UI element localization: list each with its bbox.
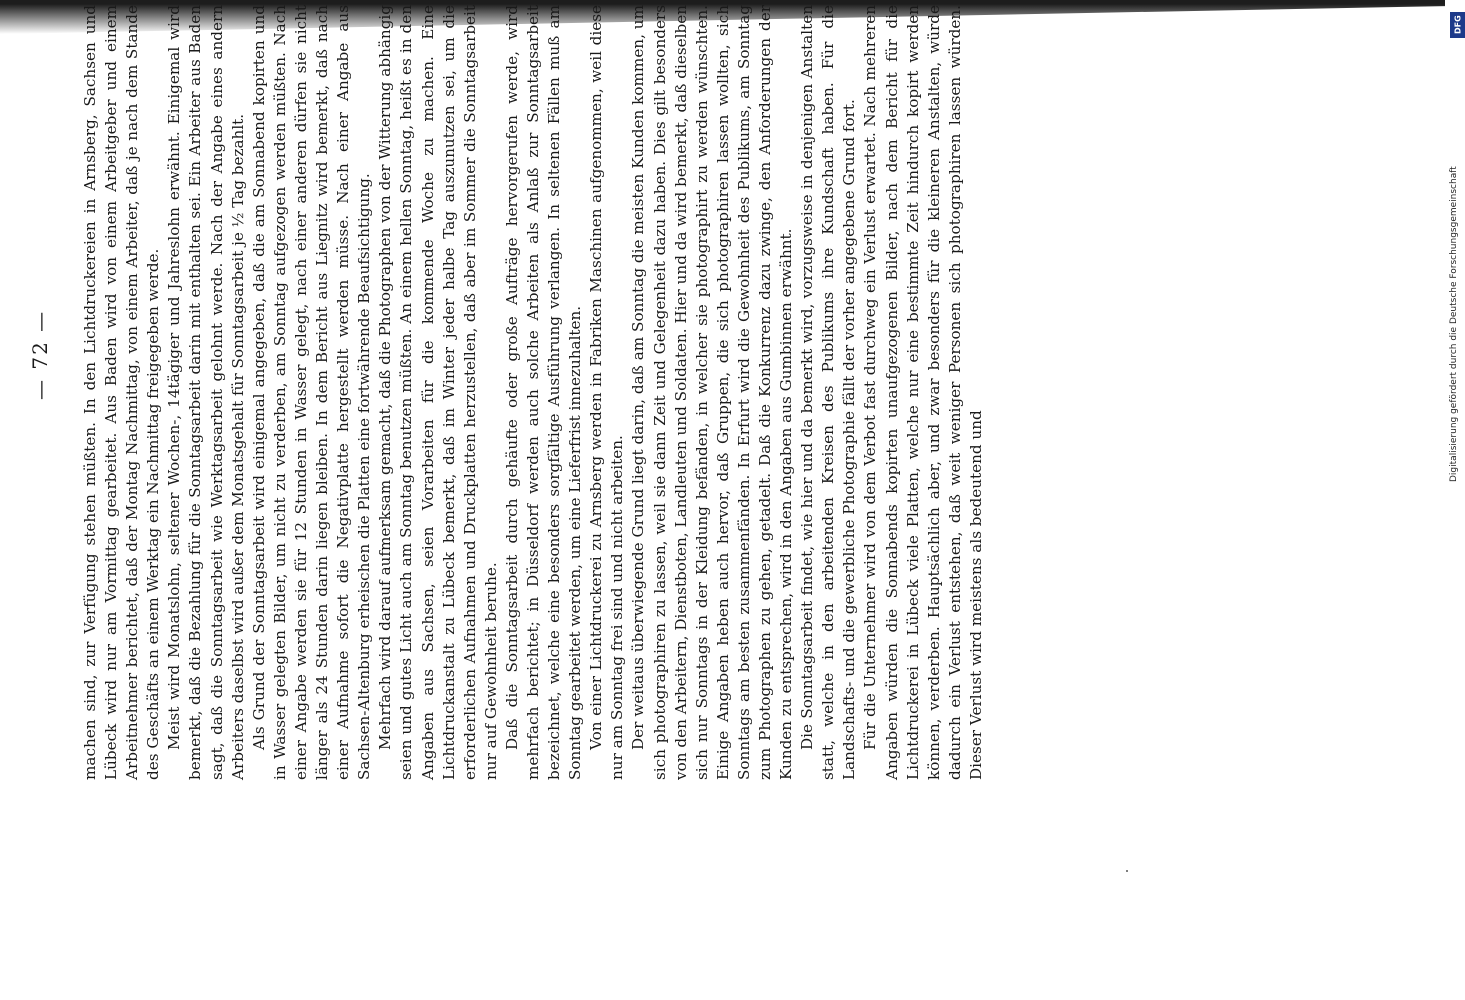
paragraph: Die Sonntagsarbeit findet, wie hier und da bemerkt wird, vorzugsweise in denjenigen Anstalten statt, welche in den arbeitenden Kreisen des Publikums ihre Kundschaft haben. Für die Landschafts- und die gewerbliche Photographie fällt der vorher angegebene Grund fort.	[798, 5, 859, 780]
printed-page	[28, 0, 1130, 780]
paragraph: Mehrfach wird darauf aufmerksam gemacht, daß die Photographen von der Witterung abhängig seien und gutes Licht auch am Sonntag benutzen müßten. An einem hellen Sonntag, heißt es in den Angaben aus Sachsen, seien Vorarbeiten für die kommende Woche zu machen. Eine Lichtdruckanstalt zu Lübeck bemerkt, daß im Winter jeder halbe Tag auszunutzen sei, um die erforderlichen Aufnahmen und Druckplatten herzustellen, daß aber im Sommer die Sonntagsarbeit nur auf Gewohnheit beruhe.	[376, 5, 500, 780]
digitization-note: Digitalisierung gefördert durch die Deutsche Forschungsgemeinschaft	[1449, 166, 1459, 482]
paragraph: Der weitaus überwiegende Grund liegt darin, daß am Sonntag die meisten Kunden kommen, um sich photographiren zu lassen, weil sie dann Zeit und Gelegenheit dazu haben. Dies gilt besonders von den Arbeitern, Dienstboten, Landleuten und Soldaten. Hier und da wird bemerkt, daß dieselben sich nur Sonntags in der Kleidung befänden, in welcher sie photographirt zu werden wünschten. Einige Angaben heben auch hervor, daß Gruppen, die sich photographiren lassen wollten, sich Sonntags am besten zusammenfänden. In Erfurt wird die Gewohnheit des Publikums, am Sonntag zum Photographen zu gehen, getadelt. Daß die Konkurrenz dazu zwinge, den Anforderungen der Kunden zu entsprechen, wird in den Angaben aus Gumbinnen erwähnt.	[629, 5, 796, 780]
paragraph: Meist wird Monatslohn, seltener Wochen-, 14tägiger und Jahreslohn erwähnt. Einigemal wird bemerkt, daß die Bezahlung für die Sonntagsarbeit darin mit enthalten sei. Ein Arbeiter aus Baden sagt, daß die Sonntagsarbeit wie Werktagsarbeit gelohnt werde. Nach der Angabe eines andern Arbeiters daselbst wird außer dem Monatsgehalt für Sonntagsarbeit je ½ Tag bezahlt.	[165, 5, 247, 780]
paragraph: Von einer Lichtdruckerei zu Arnsberg werden in Fabriken Maschinen aufgenommen, weil diese nur am Sonntag frei sind und nicht arbeiten.	[587, 5, 627, 780]
paragraph: Für die Unternehmer wird von dem Verbot fast durchweg ein Verlust erwartet. Nach mehreren Angaben würden die Sonnabends kopirten unaufgezogenen Bilder, nach dem Bericht für die Lichtdruckerei in Lübeck viele Platten, welche nur eine bestimmte Zeit hindurch kopirt werden können, verderben. Hauptsächlich aber, und zwar besonders für die kleineren Anstalten, würde dadurch ein Verlust entstehen, daß weit weniger Personen sich photographiren lassen würden. Dieser Verlust wird meistens als bedeutend und	[861, 5, 985, 780]
paragraph: Als Grund der Sonntagsarbeit wird einigemal angegeben, daß die am Sonnabend kopirten und in Wasser gelegten Bilder, um nicht zu verderben, am Sonntag aufgezogen werden müßten. Nach einer Angabe werden sie für 12 Stunden in Wasser gelegt, nach einer anderen dürfen sie nicht länger als 24 Stunden darin liegen bleiben. In dem Bericht aus Liegnitz wird bemerkt, daß nach einer Aufnahme sofort die Negativplatte hergestellt werden müsse. Nach einer Angabe aus Sachsen-Altenburg erheischen die Platten eine fortwährende Beaufsichtigung.	[249, 5, 374, 780]
page-body	[28, 0, 1130, 780]
dfg-logo: DFG	[1450, 12, 1465, 38]
scan-speck	[1126, 870, 1128, 872]
body-text	[80, 5, 987, 780]
page-number: — 72 —	[28, 309, 52, 400]
paragraph: machen sind, zur Verfügung stehen müßten. In den Lichtdruckereien in Arnsberg, Sachsen und Lübeck wird nur am Vormittag gearbeitet. Aus Baden wird von einem Arbeitgeber und einem Arbeitnehmer berichtet, daß der Montag Nachmittag, von einem Arbeiter, daß je nach dem Stande des Geschäfts an einem Werktag ein Nachmittag freigegeben werde.	[81, 5, 163, 780]
paragraph: Daß die Sonntagsarbeit durch gehäufte oder große Aufträge hervorgerufen werde, wird mehrfach berichtet; in Düsseldorf werden auch solche Arbeiten als Anlaß zur Sonntagsarbeit bezeichnet, welche eine besonders sorgfältige Ausführung verlangen. In seltenen Fällen muß am Sonntag gearbeitet werden, um eine Lieferfrist innezuhalten.	[502, 5, 585, 780]
